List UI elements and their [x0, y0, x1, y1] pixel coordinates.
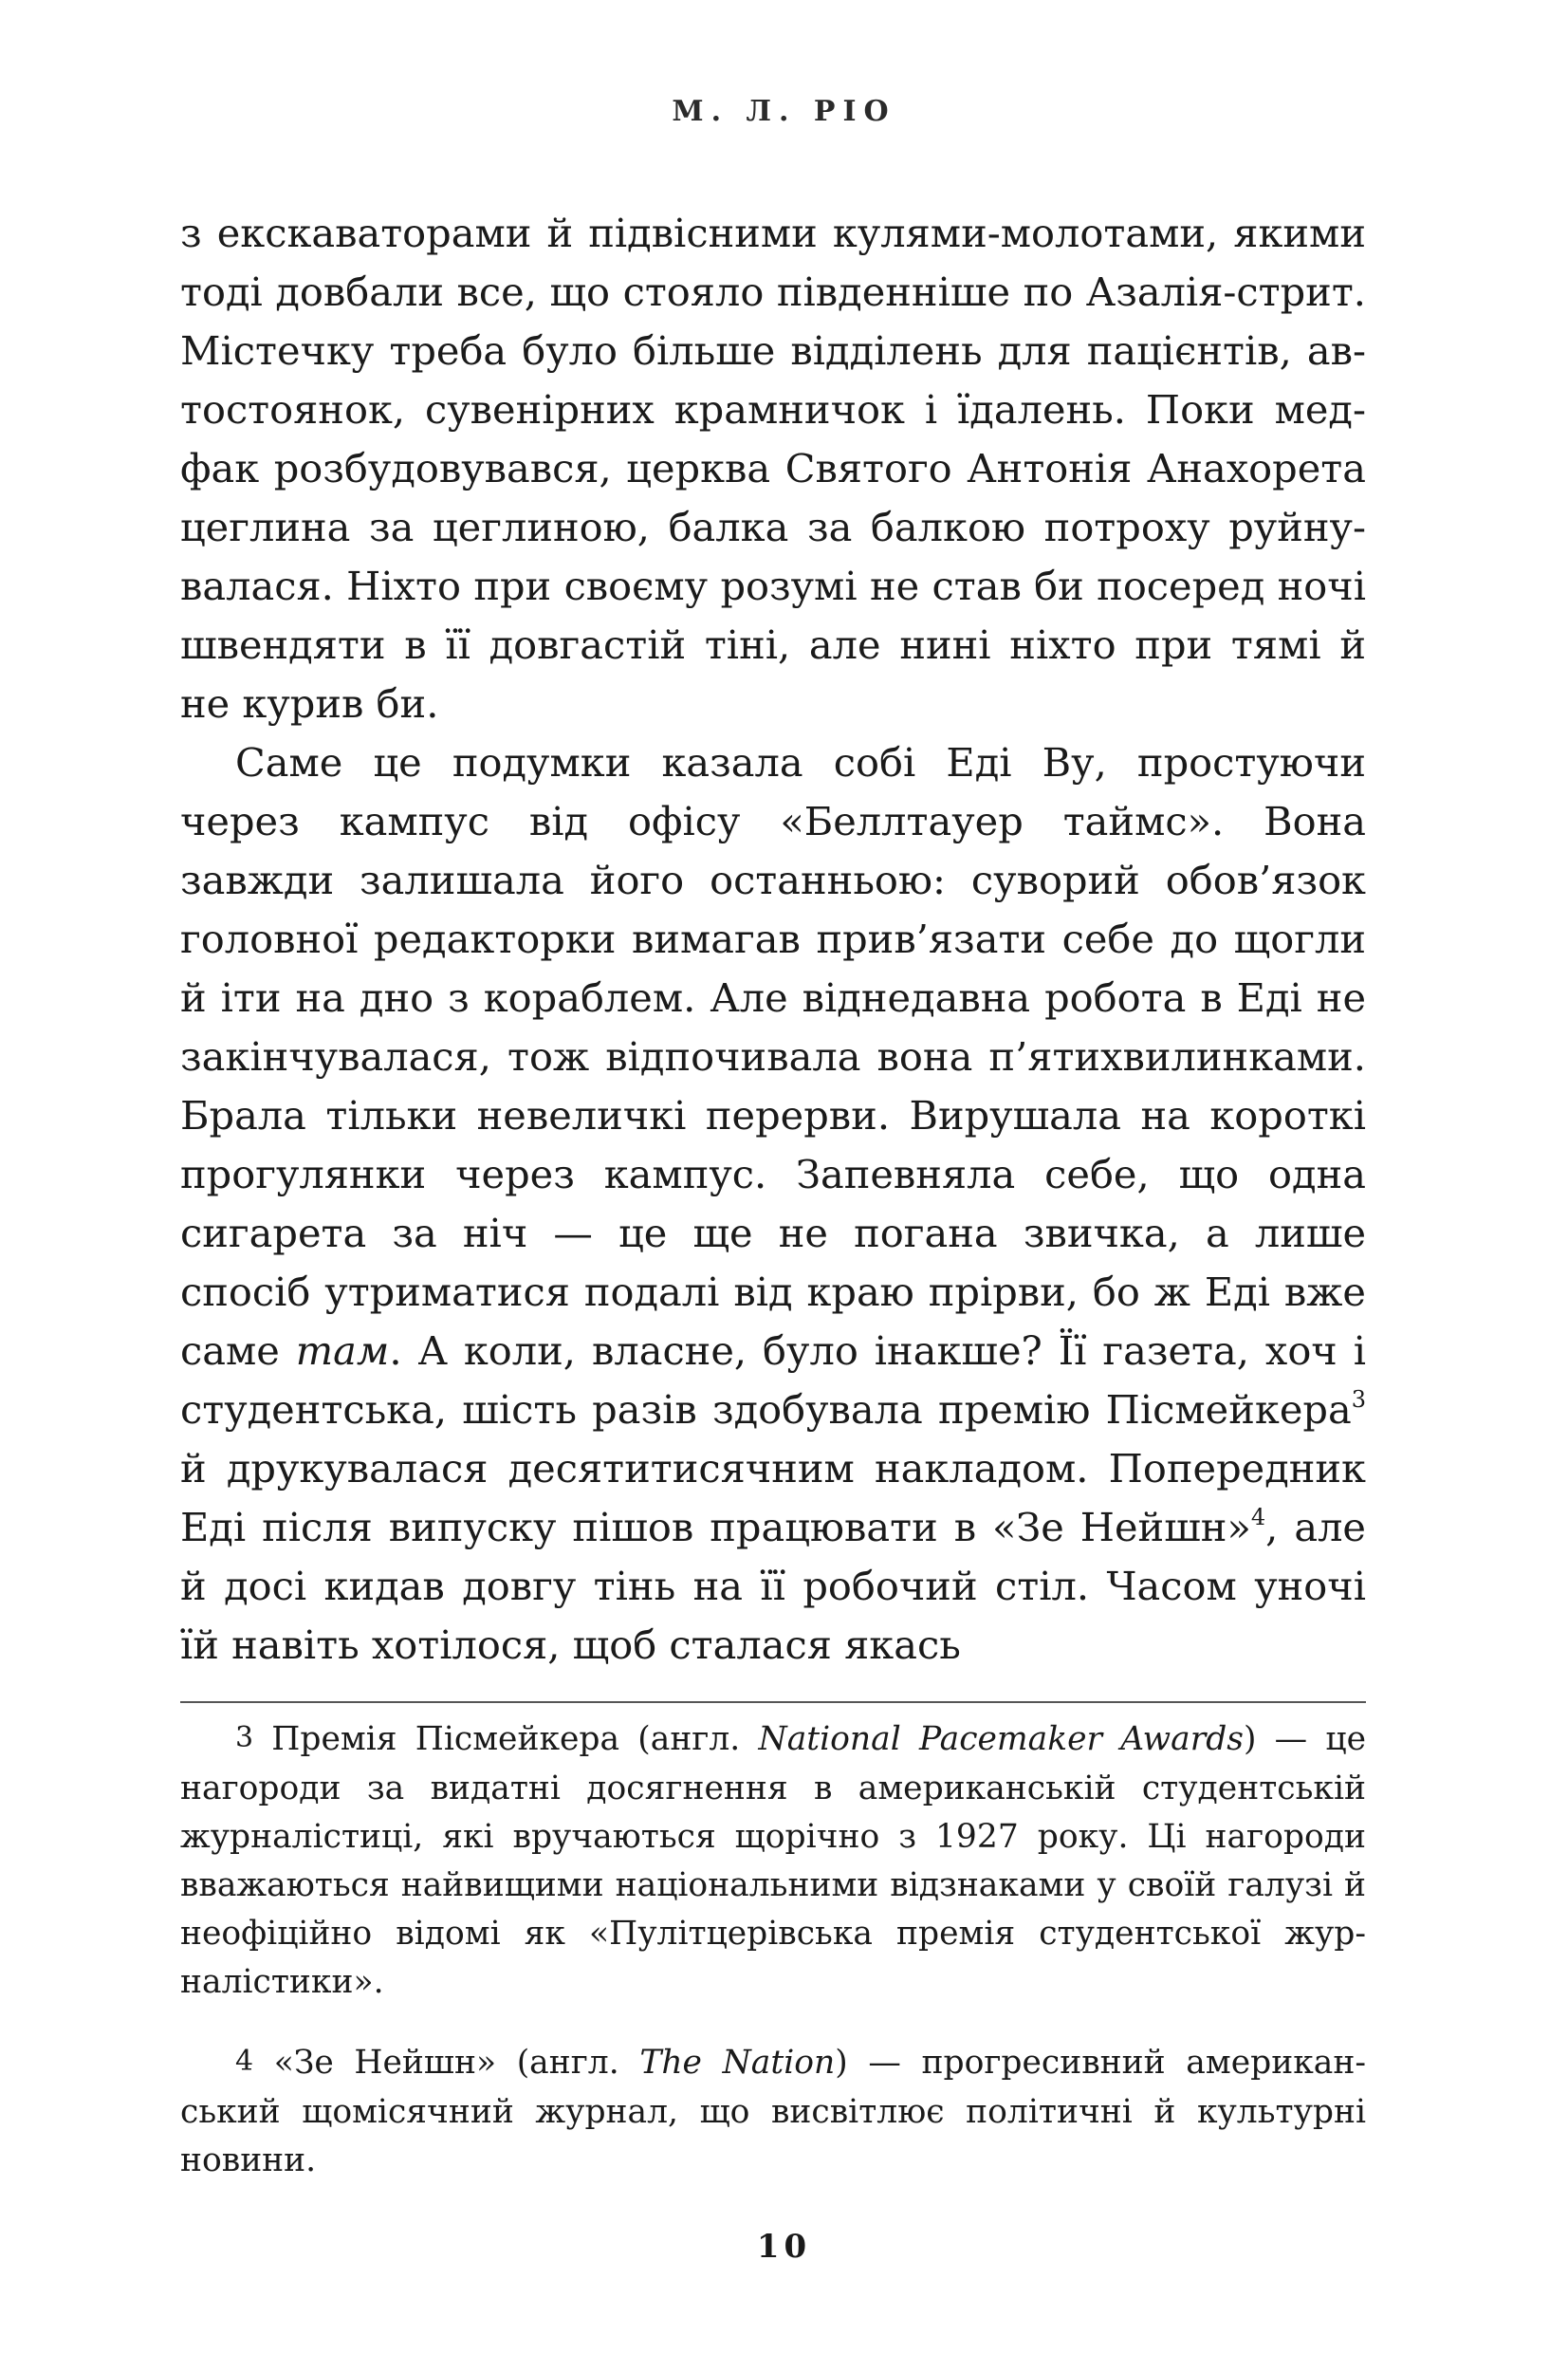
footnote-text: ) — це нагороди за видатні досягнення в американській студентській журналістиці, які вручаються щорічно з 1927 року. Ці нагороди вважаються найвищими національними відзнаками у своїй галузі й неофіційно відомі як «Пулітцерівська премія студентської журналістики».	[180, 1720, 1366, 2001]
footnote-ref-4[interactable]: 4	[1250, 1503, 1266, 1530]
paragraph-2-part-c: й друкувалася десятитисячним накладом. Попередник Еді після випуску пішов працювати в «Зе Нейшн»	[180, 1445, 1366, 1550]
page-number: 10	[756, 2228, 812, 2266]
footnote-text: Премія Пісмейкера (англ.	[253, 1720, 759, 1758]
paragraph-1: з екскаваторами й підвісними кулями-молотами, якими тоді довбали все, що стояло південніше по Азалія-стрит. Містечку треба було більше відділень для пацієнтів, автостоянок, сувенірних крамничок і їдалень. Поки медфак розбудовувався, церква Святого Антонія Анахорета цеглина за цеглиною, балка за балкою потроху руйнувалася. Ніхто при своєму розумі не став би посеред ночі швендяти в її довгастій тіні, але нині ніхто при тямі й не курив би.	[180, 210, 1366, 727]
footnote-ref-3[interactable]: 3	[1351, 1385, 1366, 1413]
footnote-text: «Зе Нейшн» (англ.	[253, 2044, 640, 2082]
footnote-number: 3	[235, 1721, 254, 1754]
paragraph-2-italic: там	[295, 1327, 390, 1374]
running-head: М. Л. РІО	[672, 95, 896, 128]
footnote-italic: The Nation	[639, 2044, 836, 2082]
paragraph-2	[180, 733, 1366, 1675]
paragraph-2-part-a: Саме це подумки казала собі Еді Ву, простуючи через кампус від офісу «Беллтауер таймс». Вона завжди залишала його останньою: суворий обов’язок головної редакторки вимагав прив’язати себе до щогли й іти на дно з кораблем. Але віднедавна робота в Еді не закінчувалася, тож відпочивала вона п’ятихвилинками. Брала тільки невеличкі перерви. Вирушала на короткі прогулянки через кампус. Запевняла себе, що одна сигарета за ніч — це ще не погана звичка, а лише спосіб утриматися подалі від краю прірви, бо ж Еді вже саме	[180, 739, 1366, 1374]
footnote-number: 4	[235, 2045, 254, 2078]
footnote-text: ) — прогресивний американський щомісячний журнал, що висвітлює політичні й культурні новини.	[180, 2044, 1366, 2179]
paragraph-2-part-b: . А коли, власне, було інакше? Її газета, хоч і студентська, шість разів здобувала премію Пісмейкера	[180, 1327, 1366, 1433]
paragraph-2-part-d: , але й досі кидав довгу тінь на її робочий стіл. Часом уночі їй навіть хотілося, щоб сталася якась	[180, 1504, 1366, 1668]
footnote-italic: National Pacemaker Awards	[758, 1720, 1244, 1758]
footnote-4	[180, 2039, 1366, 2185]
footnotes	[180, 1715, 1366, 2185]
main-text	[180, 204, 1366, 1675]
footnote-rule	[180, 1701, 1366, 1703]
footnote-3	[180, 1715, 1366, 2007]
